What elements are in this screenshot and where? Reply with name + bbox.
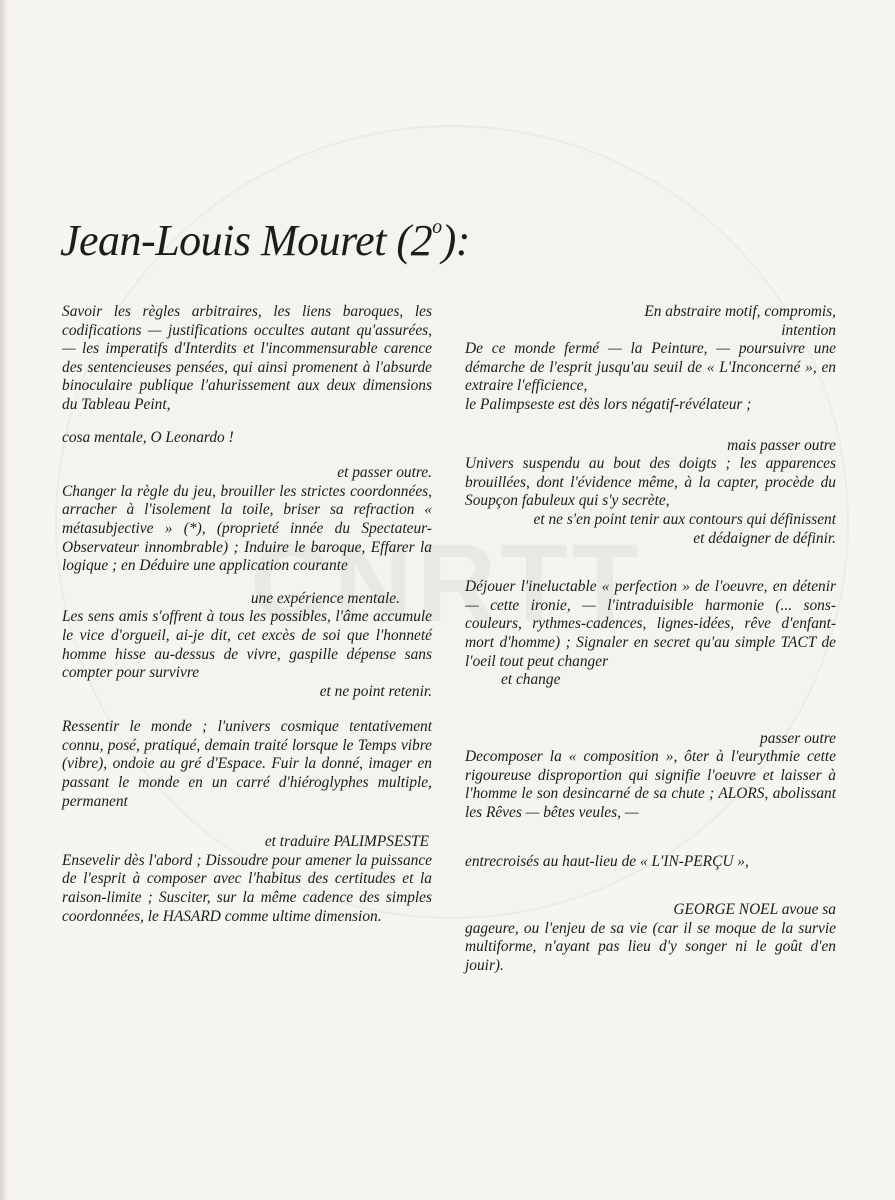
paragraph: Ensevelir dès l'abord ; Dissoudre pour amener la puissance de l'esprit à composer avec l'habitus des certitudes et la raison-limite ; Susciter, sur la même cadence des simples coordonnées, le HASARD comme ultime dimension. [62,851,432,925]
paragraph: cosa mentale, O Leonardo ! [62,428,234,446]
paragraph-right: et ne point retenir. [319,682,432,700]
paragraph-right: intention [781,321,836,339]
paragraph-right: mais passer outre [727,436,836,454]
paragraph: Ressentir le monde ; l'univers cosmique tentativement connu, posé, pratiqué, demain traité lorsque le Temps vibre (vibre), ondoie au gré d'Espace. Fuir la donné, imager en passant le monde en un carré d'hiéroglyphes multiple, permanent [62,718,432,810]
paragraph-right: et dédaigner de définir. [693,529,836,547]
paragraph-right: et ne s'en point tenir aux contours qui définissent [533,510,836,528]
paragraph: le Palimpseste est dès lors négatif-révélateur ; [465,395,752,413]
paragraph-right: une expérience mentale. [250,589,400,607]
paragraph-right: En abstraire motif, compromis, [644,303,836,320]
paragraph: gageure, ou l'enjeu de sa vie (car il se moque de la survie multiforme, n'ayant pas lieu d'y songer ni le goût d'en jouir). [465,919,836,975]
paragraph: Déjouer l'ineluctable « perfection » de l'oeuvre, en détenir — cette ironie, — l'intraduisible harmonie (... sons-couleurs, rythmes-cadences, lignes-idées, rêve d'enfant-mort d'homme) ; Signaler en secret qu'au simple TACT de l'oeil tout peut changer [465,578,836,670]
page-title: Jean-Louis Mouret (2$^o$): [60,216,470,265]
paragraph: Les sens amis s'offrent à tous les possibles, l'âme accumule le vice d'orgueil, ai-je dit, cet excès de soi que l'honneté homme hisse au-dessus de vivre, gaspille dépense sans compter pour survivre [62,608,432,682]
paragraph-right: et passer outre. [337,464,432,482]
left-column [62,303,432,926]
paragraph-right: GEORGE NOEL avoue sa [673,901,836,919]
paragraph: Decomposer la « composition », ôter à l'eurythmie cette rigoureuse disproportion qui signifie l'oeuvre et laisser à l'homme le son desincarné de sa chute ; ALORS, abolissant les Rêves — bêtes veules, — [465,748,836,822]
paragraph-right: passer outre [760,729,836,747]
paragraph: entrecroisés au haut-lieu de « L'IN-PERÇU », [465,852,749,870]
right-column [465,303,836,976]
paragraph-right: et traduire PALIMPSESTE [264,833,429,851]
paragraph: De ce monde fermé — la Peinture, — poursuivre une démarche de l'esprit jusqu'au seuil de « L'Inconcerné », en extraire l'efficience, [465,340,836,395]
paragraph: Changer la règle du jeu, brouiller les strictes coordonnées, arracher à l'isolement la toile, briser sa refraction « métasubjective » (*), (proprieté innée du Spectateur-Observateur innombrable) ; Induire le baroque, Effarer la logique ; en Déduire une application courante [62,482,432,575]
paragraph: Univers suspendu au bout des doigts ; les apparences brouillées, dont l'évidence même, à la capter, procède du Soupçon fabuleux qui s'y secrète, [465,455,836,510]
paragraph: Savoir les règles arbitraires, les liens baroques, les codifications — justifications occultes autant qu'assurées, — les imperatifs d'Interdits et l'incommensurable carence des sentencieuses pensées, qui ainsi promenent à l'absurde binoculaire publique l'ahurissement aux deux dimensions du Tableau Peint, [62,303,432,413]
page-edge-shadow [0,0,8,1200]
paragraph-indent: et change [501,671,561,689]
